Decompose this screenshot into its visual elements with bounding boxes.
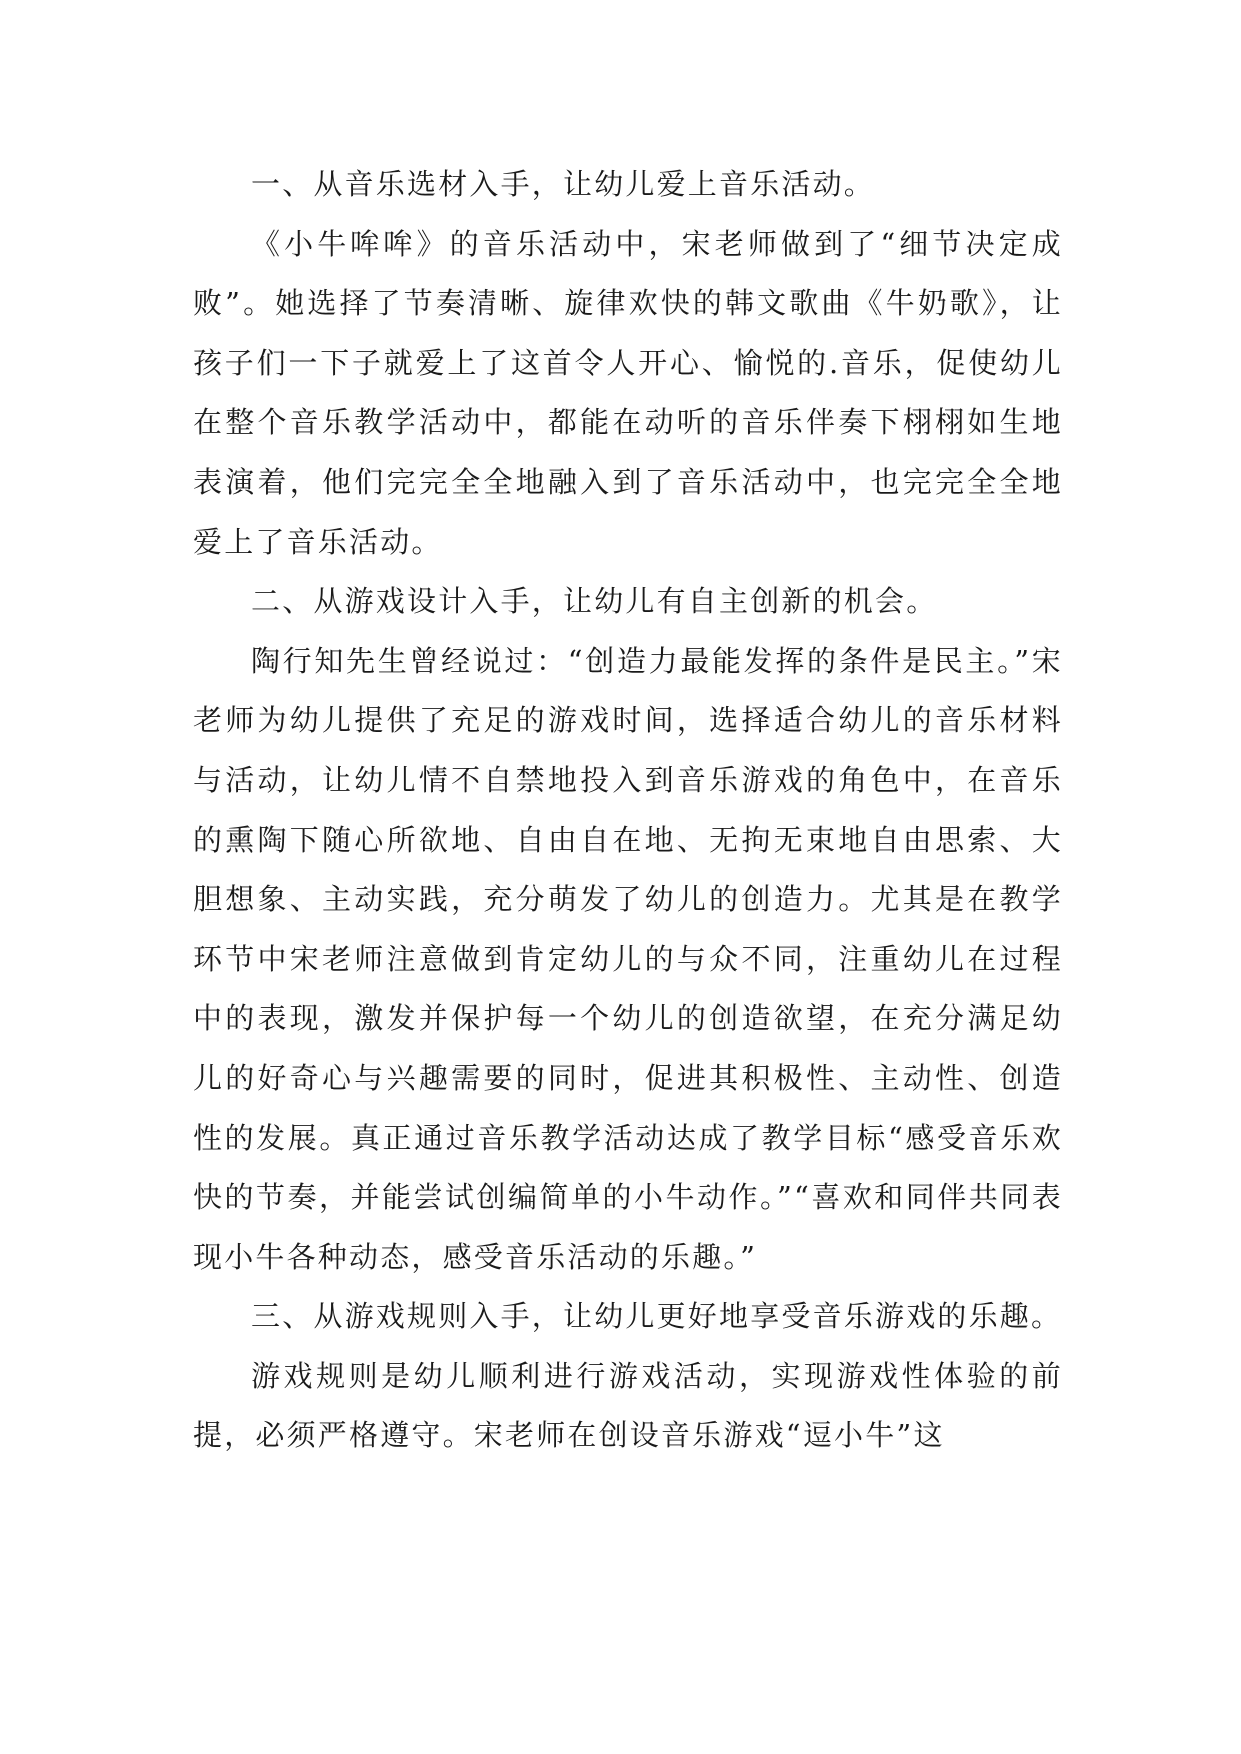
section-heading-3: 三、从游戏规则入手，让幼儿更好地享受音乐游戏的乐趣。 — [251, 1299, 1063, 1334]
section-heading-1: 一、从音乐选材入手，让幼儿爱上音乐活动。 — [251, 167, 876, 201]
document-body — [193, 155, 1063, 1466]
section-heading-2: 二、从游戏设计入手，让幼儿有自主创新的机会。 — [251, 584, 938, 619]
body-paragraph-1: 《小牛哞哞》的音乐活动中，宋老师做到了“细节决定成败”。她选择了节奏清晰、旋律欢快的韩文歌曲《牛奶歌》，让孩子们一下子就爱上了这首令人开心、愉悦的.音乐，促使幼儿在整个音乐教学活动中，都能在动听的音乐伴奏下栩栩如生地表演着，他们完完全全地融入到了音乐活动中，也完完全全地爱上了音乐活动。 — [193, 226, 1063, 559]
body-paragraph-2: 陶行知先生曾经说过：“创造力最能发挥的条件是民主。”宋老师为幼儿提供了充足的游戏时间，选择适合幼儿的音乐材料与活动，让幼儿情不自禁地投入到音乐游戏的角色中，在音乐的熏陶下随心所欲地、自由自在地、无拘无束地自由思索、大胆想象、主动实践，充分萌发了幼儿的创造力。尤其是在教学环节中宋老师注意做到肯定幼儿的与众不同，注重幼儿在过程中的表现，激发并保护每一个幼儿的创造欲望，在充分满足幼儿的好奇心与兴趣需要的同时，促进其积极性、主动性、创造性的发展。真正通过音乐教学活动达成了教学目标“感受音乐欢快的节奏，并能尝试创编简单的小牛动作。”“喜欢和同伴共同表现小牛各种动态，感受音乐活动的乐趣。” — [193, 643, 1063, 1274]
body-paragraph-3: 游戏规则是幼儿顺利进行游戏活动，实现游戏性体验的前提，必须严格遵守。宋老师在创设音乐游戏“逗小牛”这 — [193, 1358, 1063, 1453]
